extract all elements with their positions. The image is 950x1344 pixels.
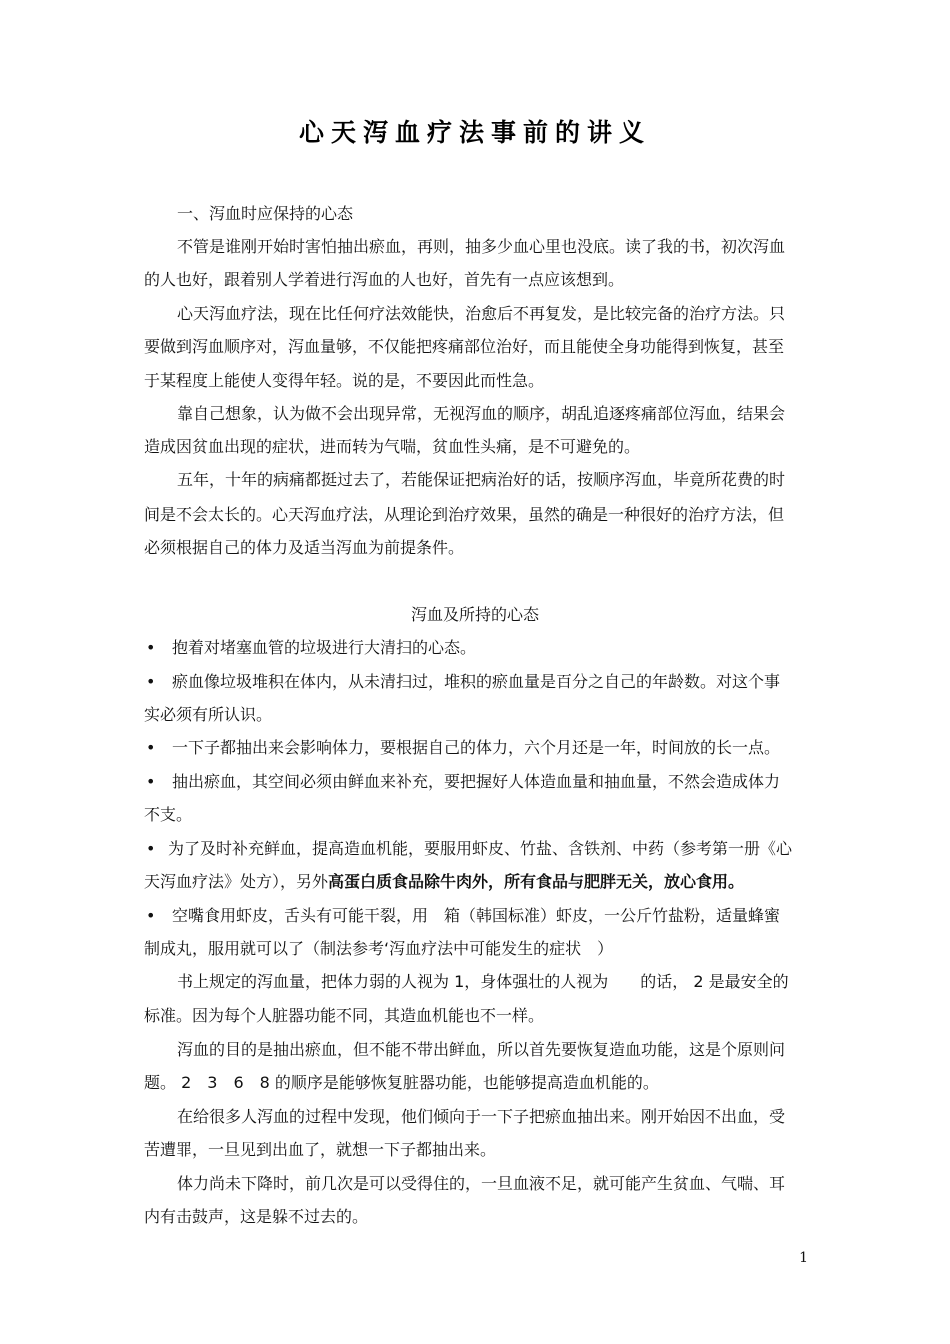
bullet-item-continuation: 实必须有所认识。 (144, 705, 273, 724)
bullet-item-continuation: 制成丸，服用就可以了（制法参考‘泻血疗法中可能发生的症状 ） (144, 939, 614, 958)
bold-emphasis: 高蛋白质食品除牛肉外，所有食品与肥胖无关，放心食用。 (328, 872, 745, 891)
bullet-marker: • (146, 839, 156, 858)
bullet-item-continuation (144, 872, 814, 892)
bullet-item: 一下子都抽出来会影响体力，要根据自己的体力，六个月还是一年，时间放的长一点。 (172, 738, 781, 757)
paragraph-line: 标准。因为每个人脏器功能不同，其造血机能也不一样。 (144, 1006, 545, 1025)
bullet-marker: • (146, 638, 156, 657)
bullet-item: 抱着对堵塞血管的垃圾进行大清扫的心态。 (172, 638, 477, 657)
paragraph-line: 题。 2 3 6 8 的顺序是能够恢复脏器功能，也能够提高造血机能的。 (144, 1073, 659, 1092)
paragraph-line: 间是不会太长的。心天泻血疗法，从理论到治疗效果，虽然的确是一种很好的治疗方法，但 (144, 505, 785, 524)
section-heading: 一、泻血时应保持的心态 (177, 204, 354, 223)
bullet-marker: • (146, 672, 156, 691)
bullet-marker: • (146, 738, 156, 757)
paragraph-line: 书上规定的泻血量，把体力弱的人视为 1，身体强壮的人视为 的话， 2 是最安全的 (177, 972, 789, 991)
paragraph-line: 在给很多人泻血的过程中发现，他们倾向于一下子把瘀血抽出来。刚开始因不出血，受 (177, 1107, 786, 1126)
paragraph-line: 造成因贫血出现的症状，进而转为气喘，贫血性头痛，是不可避免的。 (144, 437, 641, 456)
paragraph-line: 内有击鼓声，这是躲不过去的。 (144, 1207, 369, 1226)
paragraph-line: 五年，十年的病痛都挺过去了，若能保证把病治好的话，按顺序泻血，毕竟所花费的时 (177, 470, 786, 489)
paragraph-line: 的人也好，跟着别人学着进行泻血的人也好，首先有一点应该想到。 (144, 270, 625, 289)
paragraph-line: 必须根据自己的体力及适当泻血为前提条件。 (144, 538, 465, 557)
bullet-item: 为了及时补充鲜血，提高造血机能，要服用虾皮、竹盐、含铁剂、中药（参考第一册《心 (168, 839, 793, 858)
paragraph-line: 靠自己想象，认为做不会出现异常，无视泻血的顺序，胡乱追逐疼痛部位泻血，结果会 (177, 404, 786, 423)
paragraph-line: 泻血的目的是抽出瘀血，但不能不带出鲜血，所以首先要恢复造血功能，这是个原则问 (177, 1040, 786, 1059)
page-number: 1 (799, 1250, 808, 1266)
section-heading: 泻血及所持的心态 (410, 605, 539, 624)
page-title: 心天泻血疗法事前的讲义 (298, 118, 651, 147)
bullet-marker: • (146, 906, 156, 925)
bullet-item-text: 天泻血疗法》处方），另外 (144, 872, 329, 891)
bullet-marker: • (146, 772, 156, 791)
paragraph-line: 体力尚未下降时，前几次是可以受得住的，一旦血液不足，就可能产生贫血、气喘、耳 (177, 1174, 786, 1193)
paragraph-line: 不管是谁刚开始时害怕抽出瘀血，再则，抽多少血心里也没底。读了我的书，初次泻血 (177, 237, 786, 256)
paragraph-line: 要做到泻血顺序对，泻血量够，不仅能把疼痛部位治好，而且能使全身功能得到恢复，甚至 (144, 337, 785, 356)
paragraph-line: 心天泻血疗法，现在比任何疗法效能快，治愈后不再复发，是比较完备的治疗方法。只 (177, 304, 786, 323)
paragraph-line: 苦遭罪，一旦见到出血了，就想一下子都抽出来。 (144, 1140, 497, 1159)
paragraph-line: 于某程度上能使人变得年轻。说的是，不要因此而性急。 (144, 371, 545, 390)
bullet-item-continuation: 不支。 (144, 805, 193, 824)
bullet-item: 抽出瘀血，其空间必须由鲜血来补充，要把握好人体造血量和抽血量，不然会造成体力 (172, 772, 781, 791)
bullet-item: 瘀血像垃圾堆积在体内，从未清扫过，堆积的瘀血量是百分之自己的年龄数。对这个事 (172, 672, 781, 691)
bullet-item: 空嘴食用虾皮，舌头有可能干裂，用 箱（韩国标准）虾皮，一公斤竹盐粉，适量蜂蜜 (172, 906, 781, 925)
